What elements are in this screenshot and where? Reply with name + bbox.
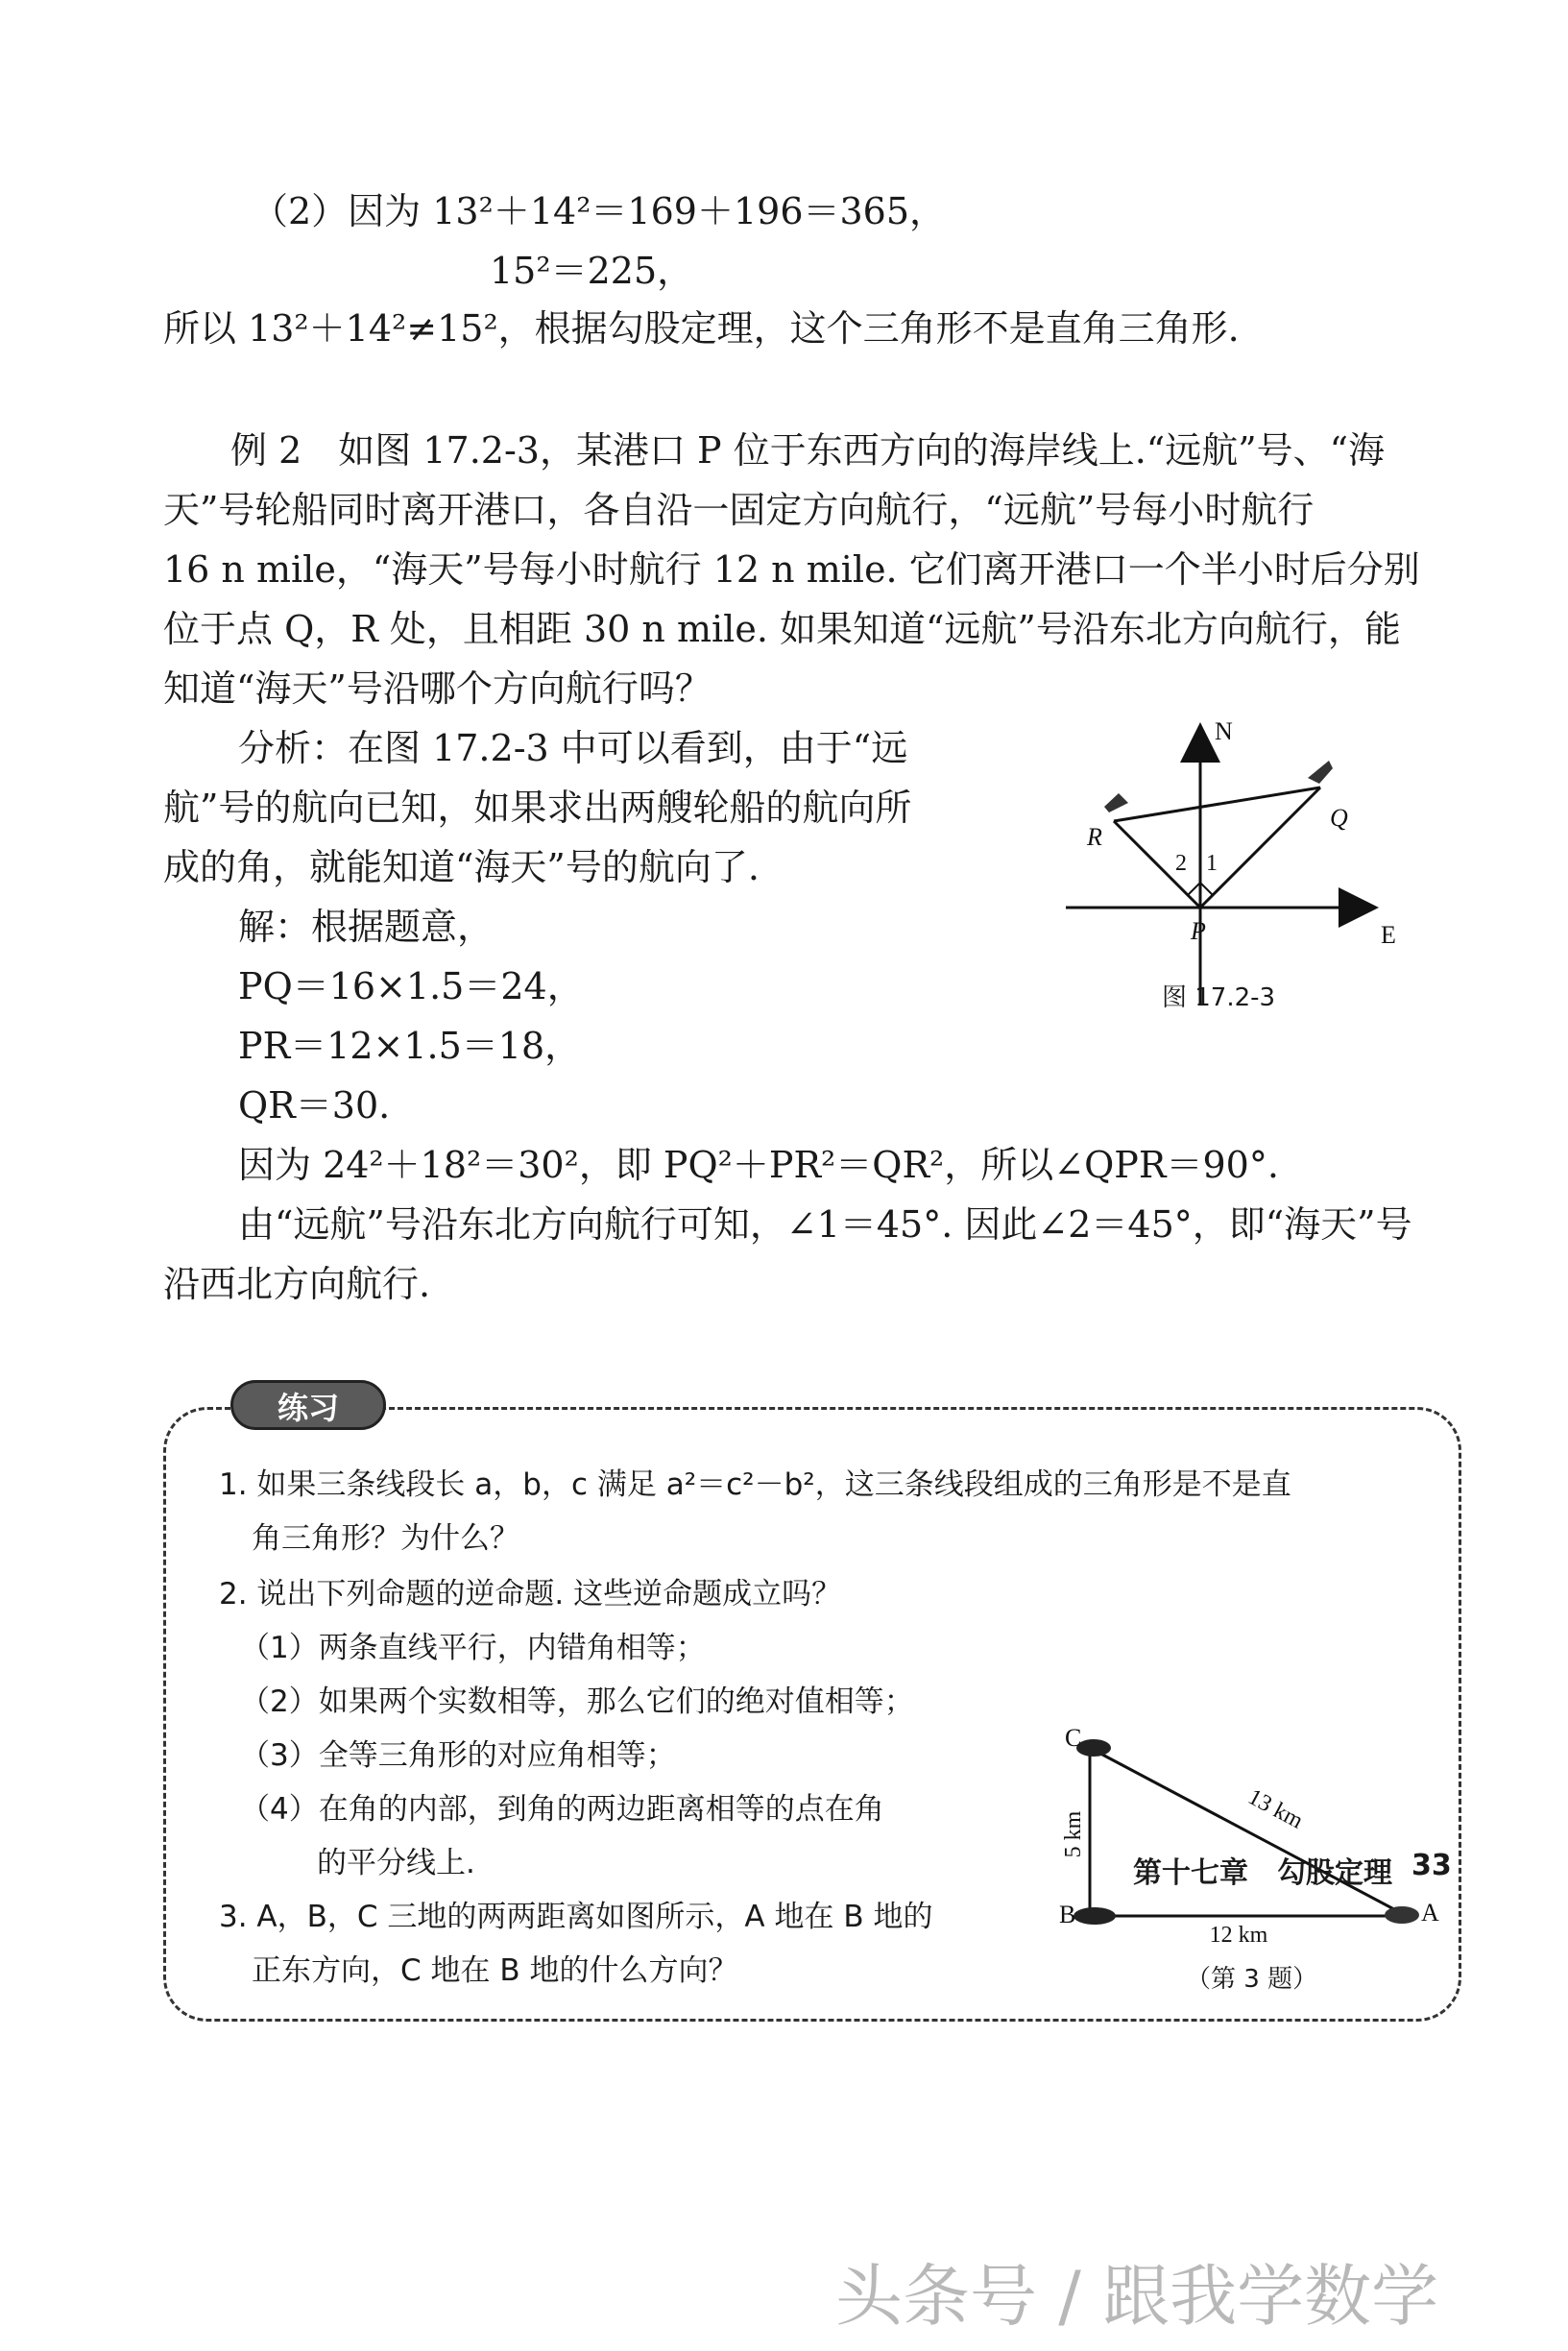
- label-a: A: [1421, 1899, 1439, 1927]
- solution-heading: 解：根据题意，: [238, 906, 495, 948]
- solution-line-2: 15²＝225，: [490, 250, 694, 292]
- qr-equation: QR＝30.: [238, 1084, 391, 1127]
- label-angle-1: 1: [1206, 851, 1218, 876]
- exercise-3-caption: （第 3 题）: [1186, 1965, 1318, 1994]
- segment-qr: [1114, 788, 1320, 821]
- pq-equation: PQ＝16×1.5＝24，: [238, 965, 584, 1007]
- example-line-1: 例 2 如图 17.2-3，某港口 P 位于东西方向的海岸线上.“远航”号、“海: [230, 429, 1386, 472]
- solution-line-1: （2）因为 13²＋14²＝169＋196＝365，: [252, 190, 947, 232]
- analysis-line-2: 航”号的航向已知，如果求出两艘轮船的航向所: [163, 787, 912, 829]
- practice-tag: 练习: [230, 1380, 386, 1430]
- watermark: 头条号 / 跟我学数学: [835, 2257, 1439, 2336]
- practice-item-2: 2. 说出下列命题的逆命题. 这些逆命题成立吗？: [219, 1577, 842, 1612]
- exercise-3-figure: [1051, 1719, 1464, 1959]
- location-b-mark: [1073, 1907, 1116, 1925]
- label-ba-length: 12 km: [1209, 1923, 1268, 1948]
- practice-item-3: 3. A，B，C 三地的两两距离如图所示，A 地在 B 地的: [219, 1900, 933, 1934]
- practice-item-3-cont: 正东方向，C 地在 B 地的什么方向？: [252, 1953, 738, 1988]
- practice-item-2-1: （1）两条直线平行，内错角相等；: [240, 1631, 706, 1665]
- label-angle-2: 2: [1175, 851, 1187, 876]
- practice-item-1-cont: 角三角形？为什么？: [252, 1521, 519, 1556]
- example-line-3: 16 n mile，“海天”号每小时航行 12 n mile. 它们离开港口一个半小时后分别: [163, 548, 1420, 591]
- ship-haitian-icon: [1104, 793, 1128, 812]
- conclusion-line-1: 由“远航”号沿东北方向航行可知，∠1＝45°. 因此∠2＝45°，即“海天”号: [238, 1203, 1412, 1246]
- label-b: B: [1059, 1901, 1076, 1928]
- chapter-footer: 第十七章 勾股定理: [1133, 1856, 1392, 1890]
- analysis-line-3: 成的角，就能知道“海天”号的航向了.: [163, 846, 760, 888]
- ship-yuanhang-icon: [1308, 761, 1333, 784]
- example-line-4: 位于点 Q，R 处，且相距 30 n mile. 如果知道“远航”号沿东北方向航行，能: [163, 608, 1401, 650]
- location-c-mark: [1076, 1739, 1111, 1757]
- label-n: N: [1215, 717, 1233, 745]
- location-a-mark: [1385, 1906, 1419, 1924]
- example-line-5: 知道“海天”号沿哪个方向航行吗？: [163, 667, 712, 710]
- solution-line-3: 所以 13²＋14²≠15²，根据勾股定理，这个三角形不是直角三角形.: [163, 307, 1240, 350]
- label-p: P: [1191, 917, 1206, 945]
- pr-equation: PR＝12×1.5＝18，: [238, 1025, 582, 1067]
- label-r: R: [1087, 823, 1102, 851]
- conclusion-line-2: 沿西北方向航行.: [163, 1263, 431, 1305]
- page-number: 33: [1411, 1849, 1452, 1882]
- figure-caption: 图 17.2-3: [1162, 983, 1276, 1012]
- label-q: Q: [1330, 804, 1348, 832]
- label-e: E: [1381, 921, 1396, 949]
- practice-item-2-4: （4）在角的内部，到角的两边距离相等的点在角: [240, 1792, 884, 1827]
- label-c: C: [1065, 1724, 1082, 1752]
- label-cb-length: 5 km: [1061, 1810, 1086, 1858]
- practice-item-2-3: （3）全等三角形的对应角相等；: [240, 1738, 676, 1773]
- pythagorean-line: 因为 24²＋18²＝30²，即 PQ²＋PR²＝QR²，所以∠QPR＝90°.: [238, 1144, 1279, 1186]
- analysis-line-1: 分析：在图 17.2-3 中可以看到，由于“远: [238, 727, 908, 769]
- label-ca-length: 13 km: [1243, 1784, 1308, 1834]
- practice-item-1: 1. 如果三条线段长 a，b，c 满足 a²＝c²－b²，这三条线段组成的三角形是不是直: [219, 1467, 1291, 1502]
- practice-item-2-4-cont: 的平分线上.: [317, 1846, 475, 1880]
- figure-17-2-3: [1037, 711, 1440, 1018]
- example-line-2: 天”号轮船同时离开港口，各自沿一固定方向航行，“远航”号每小时航行: [163, 489, 1315, 531]
- practice-item-2-2: （2）如果两个实数相等，那么它们的绝对值相等；: [240, 1684, 914, 1719]
